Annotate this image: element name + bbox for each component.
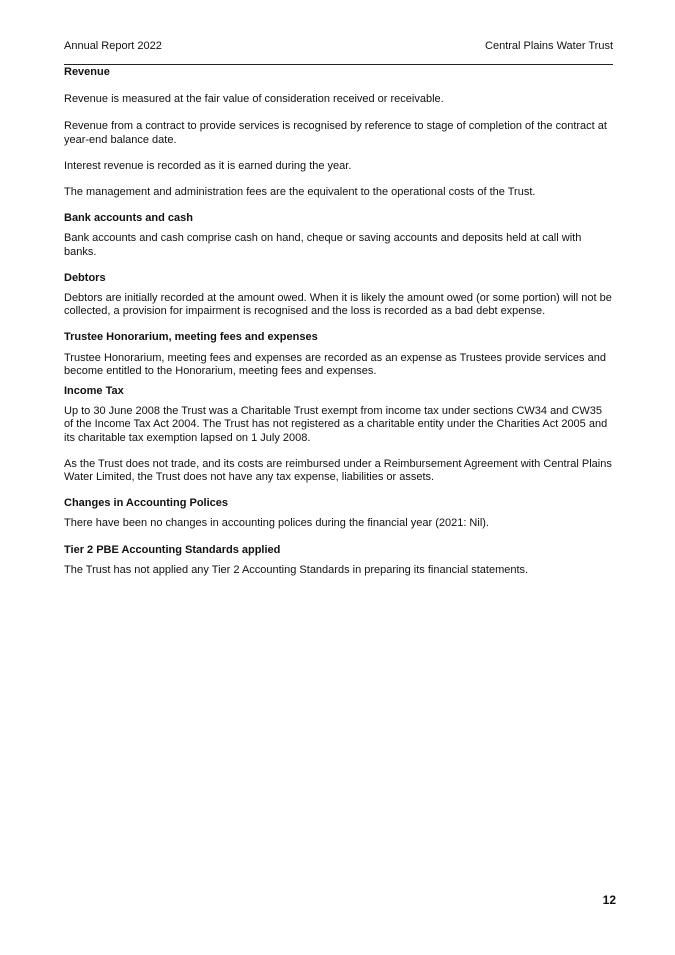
section-heading-debtors: Debtors xyxy=(64,271,106,284)
paragraph: Revenue is measured at the fair value of consideration received or receivable. xyxy=(64,93,444,106)
section-heading-bank-accounts: Bank accounts and cash xyxy=(64,212,193,225)
section-heading-tier2-standards: Tier 2 PBE Accounting Standards applied xyxy=(64,543,281,556)
section-heading-income-tax: Income Tax xyxy=(64,385,124,398)
paragraph: Debtors are initially recorded at the amount owed. When it is likely the amount owed (or some portion) will not be collected, a provision for impairment is recognised and the loss is recorded as a bad debt expense. xyxy=(64,292,612,318)
paragraph: Revenue from a contract to provide services is recognised by reference to stage of completion of the contract at year-end balance date. xyxy=(64,120,607,146)
paragraph: The Trust has not applied any Tier 2 Accounting Standards in preparing its financial statements. xyxy=(64,563,529,576)
paragraph: As the Trust does not trade, and its costs are reimbursed under a Reimbursement Agreement with Central Plains Water Limited, the Trust does not have any tax expense, liabilities or assets. xyxy=(64,457,612,484)
paragraph: The management and administration fees are the equivalent to the operational costs of the Trust. xyxy=(64,186,536,199)
paragraph: Up to 30 June 2008 the Trust was a Charitable Trust exempt from income tax under sections CW34 and CW35 of the Income Tax Act 2004. The Trust has not registered as a charitable entity under the Charities Act 2005 and its charitable tax exemption lapsed on 1 July 2008. xyxy=(64,405,608,444)
section-heading-trustee-honorarium: Trustee Honorarium, meeting fees and expenses xyxy=(64,331,318,344)
paragraph: Bank accounts and cash comprise cash on hand, cheque or saving accounts and deposits held at call with banks. xyxy=(64,232,582,258)
organisation-name: Central Plains Water Trust xyxy=(485,40,613,52)
paragraph: There have been no changes in accounting polices during the financial year (2021: Nil). xyxy=(64,517,489,530)
paragraph: Trustee Honorarium, meeting fees and expenses are recorded as an expense as Trustees provide services and become entitled to the Honorarium, meeting fees and expenses. xyxy=(64,351,606,377)
header-divider xyxy=(64,64,613,65)
paragraph: Interest revenue is recorded as it is earned during the year. xyxy=(64,159,352,172)
report-title: Annual Report 2022 xyxy=(64,40,162,52)
page-number: 12 xyxy=(602,893,616,907)
page-header xyxy=(64,40,613,58)
section-heading-accounting-policies: Changes in Accounting Polices xyxy=(64,497,229,510)
document-body xyxy=(64,66,612,577)
section-heading-revenue: Revenue xyxy=(64,66,110,78)
